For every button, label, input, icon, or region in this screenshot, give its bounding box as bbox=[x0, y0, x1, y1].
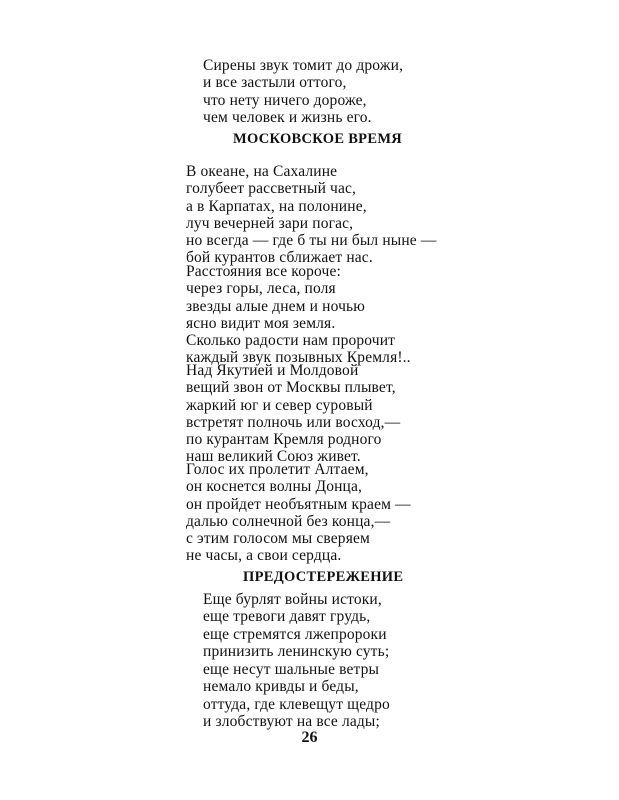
poem-line: не часы, а свои сердца. bbox=[186, 547, 342, 565]
poem-line: Сколько радости нам пророчит bbox=[186, 332, 396, 350]
poem-line: еще тревоги давят грудь, bbox=[203, 608, 371, 626]
page-number: 26 bbox=[301, 729, 318, 746]
poem-title-warning: ПРЕДОСТЕРЕЖЕНИЕ bbox=[243, 569, 404, 585]
poem-line: по курантам Кремля родного bbox=[186, 431, 382, 449]
poem-line: а в Карпатах, на полонине, bbox=[186, 197, 367, 215]
poem-line: через горы, леса, поля bbox=[186, 280, 336, 298]
poem-line: с этим голосом мы сверяем bbox=[186, 530, 370, 548]
poem1-stanza-1 bbox=[186, 163, 436, 267]
poem-line: ясно видит моя земля. bbox=[186, 314, 336, 332]
poem-line: оттуда, где клевещут щедро bbox=[203, 695, 390, 713]
poem-line: Голос их пролетит Алтаем, bbox=[186, 461, 369, 478]
poem-line: В океане, на Сахалине bbox=[186, 163, 338, 180]
poem-line: Над Якутией и Молдовой bbox=[186, 362, 359, 379]
poem-line: немало кривды и беды, bbox=[203, 678, 359, 696]
poem-line: жаркий юг и север суровый bbox=[186, 396, 373, 414]
poem2-stanza-1 bbox=[203, 591, 389, 660]
poem-line: далью солнечной без конца,— bbox=[186, 512, 391, 530]
poem-line: но всегда — где б ты ни был ныне — bbox=[186, 232, 437, 250]
poem-title-moscow-time: МОСКОВСКОЕ ВРЕМЯ bbox=[233, 131, 403, 147]
poem-line: голубеет рассветный час, bbox=[186, 180, 357, 198]
poem-line: вещий звон от Москвы плывет, bbox=[186, 379, 396, 397]
poem-line: Еще бурлят войны истоки, bbox=[203, 591, 382, 608]
poem-line: еще несут шальные ветры bbox=[203, 661, 380, 678]
poem-line: и злобствуют на все лады; bbox=[203, 712, 380, 730]
opening-stanza bbox=[203, 57, 403, 126]
poem-line: чем человек и жизнь его. bbox=[203, 108, 372, 126]
poem-line: Расстояния все короче: bbox=[186, 263, 341, 280]
poem-line: что нету ничего дороже, bbox=[203, 91, 367, 109]
poem-line: каждый звук позывных Кремля!.. bbox=[186, 349, 411, 367]
poem-line: он пройдет необъятным краем — bbox=[186, 495, 411, 513]
poem-line: Сирены звук томит до дрожи, bbox=[203, 57, 404, 74]
poem-line: и все застыли оттого, bbox=[203, 74, 347, 92]
poem1-stanza-3 bbox=[186, 362, 400, 466]
poem-line: еще стремятся лжепророки bbox=[203, 625, 387, 643]
poem-line: встретят полночь или восход,— bbox=[186, 413, 401, 431]
poem-line: он коснется волны Донца, bbox=[186, 478, 363, 496]
poem-line: бой курантов сближает нас. bbox=[186, 249, 373, 267]
poem1-stanza-4 bbox=[186, 461, 411, 565]
poem-line: принизить ленинскую суть; bbox=[203, 642, 390, 660]
poem1-stanza-2 bbox=[186, 263, 411, 367]
poem-line: луч вечерней зари погас, bbox=[186, 214, 354, 232]
poem2-stanza-2 bbox=[203, 661, 390, 730]
poem-line: звезды алые днем и ночью bbox=[186, 297, 365, 315]
poem-line: наш великий Союз живет. bbox=[186, 448, 361, 466]
